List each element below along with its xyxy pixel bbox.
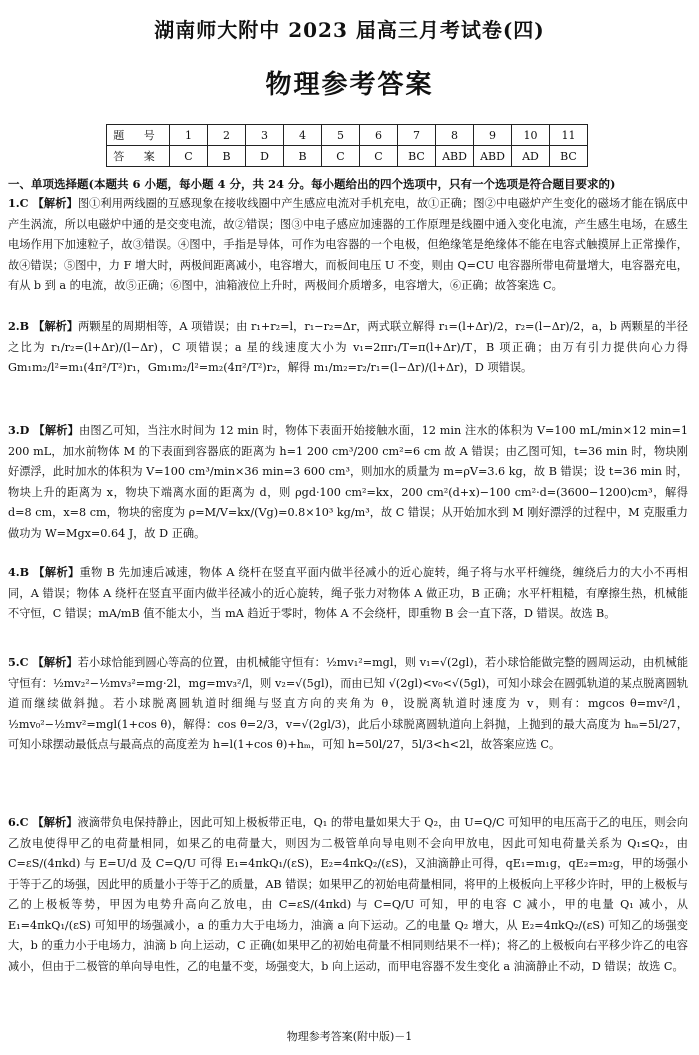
solution-text: 两颗星的周期相等，A 项错误；由 r₁+r₂=l，r₁−r₂=Δr，两式联立解得 r₁=(l+Δr)/2，r₂=(l−Δr)/2，a，b 两颗星的半径之比为 r₁/r₂=(l+Δr)/(l−Δr)，C 项错误；a 星的线速度大小为 v₁=2πr₁/T=π(l+Δr)/T，B 项正确；由万有引力提供向心力得 Gm₁m₂/l²=m₁(4π²/T²)r₁，Gm₁m₂/l²=m₂(4π²/T²)r₂，解得 m₁/m₂=r₂/r₁=(l−Δr)/(l+Δr)，D 项错误。: [8, 320, 688, 374]
solution-6: [8, 812, 688, 977]
answer-cell: C: [322, 146, 360, 167]
answer-table-answer-row: [107, 146, 588, 167]
page-footer: 物理参考答案(附中版)－1: [286, 1030, 413, 1043]
answer-cell: B: [208, 146, 246, 167]
solution-3: [8, 420, 688, 544]
solution-text: 若小球恰能到圆心等高的位置，由机械能守恒有：½mv₁²=mgl，则 v₁=√(2gl)，若小球恰能做完整的圆周运动，由机械能守恒有：½mv₂²−½mv₃²=mg·2l，mg=mv₃²/l，则 v₂=√(5gl)，而由已知 √(2gl)<v₀<√(5gl)，可知小球会在圆弧轨道的某点脱离圆轨道而继续做斜抛。若小球脱离圆轨道时细绳与竖直方向的夹角为 θ，设脱离轨道时速度为 v，则有：mgcos θ=mv²/l，½mv₀²−½mv²=mgl(1+cos θ)，解得：cos θ=2/3，v=√(2gl/3)，此后小球脱离圆轨道向上斜抛，上抛到的最大高度为 hₘ=5l/27，可知小球摆动最低点与最高点的高度差为 h=l(1+cos θ)+hₘ，可知 h=50l/27，5l/3<h<2l，故答案应选 C。: [8, 656, 689, 751]
answer-cell: C: [360, 146, 398, 167]
solution-4: [8, 562, 688, 625]
solution-lead: 2.B 【解析】: [8, 319, 79, 333]
answer-cell: C: [170, 146, 208, 167]
question-number: 4: [284, 125, 322, 146]
question-number: 5: [322, 125, 360, 146]
school-exam-header: 湖南师大附中 2023 届高三月考试卷(四): [154, 18, 545, 42]
solution-text: 图①利用两线圈的互感现象在接收线圈中产生感应电流对手机充电，故①正确；图②中电磁炉产生变化的磁场才能在锅底中产生涡流，所以电磁炉中通的是交变电流，故②错误；图③中电子感应加速器的工作原理是线圈中通入变化电流，产生感生电场，在感生电场作用下加速粒子，故③错误。④图中，手指是导体，可作为电容器的一个电极，但绝缘笔是绝缘体不能在电容式触摸屏上正常操作，故④错误；⑤图中，力 F 增大时，两极间距离减小，电容增大，而板间电压 U 不变，则由 Q=CU 电容器所带电荷量增大，电容器充电，有从 b 到 a 的电流，故⑤正确；⑥图中，油箱液位上升时，两极间介质增多，电容增大，⑥正确；故答案选 C。: [8, 197, 688, 292]
solution-lead: 5.C 【解析】: [8, 655, 78, 669]
question-number: 9: [474, 125, 512, 146]
solution-5: [8, 652, 688, 756]
section-heading: 一、单项选择题(本题共 6 小题，每小题 4 分，共 24 分。每小题给出的四个选项中，只有一个选项是符合题目要求的): [8, 177, 616, 191]
solution-lead: 1.C 【解析】: [8, 196, 78, 210]
solution-lead: 6.C 【解析】: [8, 815, 78, 829]
row-label: 答 案: [107, 146, 170, 167]
question-number: 2: [208, 125, 246, 146]
row-label: 题 号: [107, 125, 170, 146]
answer-cell: ABD: [474, 146, 512, 167]
page-title: 物理参考答案: [265, 70, 434, 100]
solution-text: 由图乙可知，当注水时间为 12 min 时，物体下表面开始接触水面，12 min 注水的体积为 V=100 mL/min×12 min=1 200 mL，加水前物体 M 的下表面到容器底的距离为 h=1 200 cm³/200 cm²=6 cm 故 A 错误；由乙图可知，t=36 min 时，物块刚好漂浮，此时加水的体积为 V=100 cm³/min×36 min=3 600 cm³，则加水的质量为 m=ρV=3.6 kg，故 B 错误；设 t=36 min 时，物块上升的距离为 x，物块下端离水面的距离为 d，则 ρgd·100 cm²=kx，200 cm²(d+x)−100 cm²·d=(3600−1200)cm³，解得 d=8 cm，x=8 cm，物块的密度为 ρ=M/V=kx/(Vg)=0.8×10³ kg/m³，故 C 错误；从开始加水到 M 刚好漂浮的过程中，M 克服重力做功为 W=Mgx=0.64 J，故 D 正确。: [8, 424, 688, 540]
question-number: 1: [170, 125, 208, 146]
answer-cell: AD: [512, 146, 550, 167]
answer-cell: ABD: [436, 146, 474, 167]
solution-lead: 4.B 【解析】: [8, 565, 80, 579]
solution-text: 液滴带负电保持静止，因此可知上极板带正电，Q₁ 的带电量如果大于 Q₂，由 U=Q/C 可知甲的电压高于乙的电压，则会向乙放电使得甲乙的电荷量相同，如果乙的电荷量大，则因为二极管单向导电则不会向甲放电，因此可知电荷量关系为 Q₁≤Q₂，由 C=εS/(4πkd) 与 E=U/d 及 C=Q/U 可得 E₁=4πkQ₁/(εS)，E₂=4πkQ₂/(εS)，又油滴静止可得，qE₁=m₁g，qE₂=m₂g，甲的场强小于等于乙的场强，因此甲的质量小于等于乙的质量，AB 错误；如果甲乙的初始电荷量相同，将甲的上极板向上平移少许时，甲的上极板与乙的上极板等势，甲因为电势升高向乙放电，由 C=εS/(4πkd) 与 C=Q/U 可知，甲的电容 C 减小，甲的电量 Q₁ 减小，从 E₁=4πkQ₁/(εS) 可知甲的场强减小，a 的重力大于电场力，油滴 a 向下运动。乙的电量 Q₂ 增大，从 E₂=4πkQ₂/(εS) 可知乙的场强变大，b 的重力小于电场力，油滴 b 向上运动，C 正确(如果甲乙的初始电荷量不相同则结果不一样)；将乙的上极板向右平移少许乙的电容减小，但由于二极管的单向导电性，乙的电量不变，场强变大，b 向上运动，而甲电容器不发生变化 a 油滴静止不动，D 错误；故选 C。: [8, 816, 688, 973]
answer-cell: BC: [550, 146, 588, 167]
question-number: 7: [398, 125, 436, 146]
question-number: 3: [246, 125, 284, 146]
question-number: 8: [436, 125, 474, 146]
question-number: 11: [550, 125, 588, 146]
solution-1: [8, 193, 688, 297]
answer-table: [106, 124, 588, 167]
question-number: 6: [360, 125, 398, 146]
solution-text: 重物 B 先加速后减速，物体 A 绕杆在竖直平面内做半径减小的近心旋转，绳子将与水平杆缠绕，缠绕后力的大小不再相同，A 错误；物体 A 绕杆在竖直平面内做半径减小的近心旋转，绳子张力对物体 A 做正功，B 正确；水平杆粗糙，有摩擦生热，机械能不守恒，C 错误；mA/mB 值不能太小，当 mA 趋近于零时，物体 A 不会绕杆，即重物 B 会一直下落，D 错误。故选 B。: [8, 566, 688, 620]
solution-2: [8, 316, 688, 379]
question-number: 10: [512, 125, 550, 146]
answer-table-number-row: [107, 125, 588, 146]
answer-cell: B: [284, 146, 322, 167]
answer-cell: BC: [398, 146, 436, 167]
solution-lead: 3.D 【解析】: [8, 423, 79, 437]
answer-cell: D: [246, 146, 284, 167]
